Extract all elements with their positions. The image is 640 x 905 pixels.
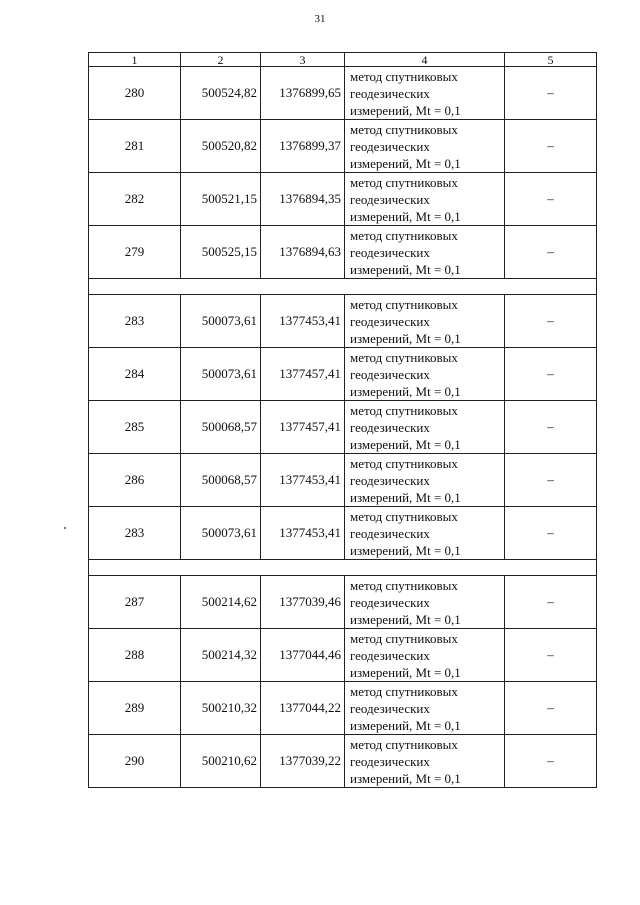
table-row	[89, 682, 597, 735]
method-cell	[345, 507, 505, 560]
header-cell-2: 2	[181, 53, 261, 67]
method-cell	[345, 576, 505, 629]
table-row	[89, 67, 597, 120]
table-row	[89, 401, 597, 454]
point-number-cell: 281	[89, 120, 181, 173]
method-line: геодезических	[350, 700, 430, 716]
method-line: геодезических	[350, 472, 430, 488]
method-line: геодезических	[350, 244, 430, 260]
y-coordinate-cell: 1376894,35	[261, 173, 345, 226]
note-cell: –	[505, 629, 597, 682]
method-line: геодезических	[350, 753, 430, 769]
x-coordinate-cell: 500210,62	[181, 735, 261, 788]
method-line: геодезических	[350, 525, 430, 541]
group-separator-row	[89, 560, 597, 576]
note-cell: –	[505, 735, 597, 788]
header-cell-5: 5	[505, 53, 597, 67]
point-number-cell: 289	[89, 682, 181, 735]
method-line: геодезических	[350, 191, 430, 207]
point-number-cell: 279	[89, 226, 181, 279]
point-number-cell: 287	[89, 576, 181, 629]
method-line: геодезических	[350, 85, 430, 101]
method-cell	[345, 454, 505, 507]
method-line: геодезических	[350, 647, 430, 663]
x-coordinate-cell: 500210,32	[181, 682, 261, 735]
method-cell	[345, 226, 505, 279]
method-cell	[345, 120, 505, 173]
method-cell	[345, 401, 505, 454]
method-cell	[345, 173, 505, 226]
method-cell	[345, 295, 505, 348]
method-line: измерений, Mt = 0,1	[350, 611, 461, 627]
table-row	[89, 454, 597, 507]
x-coordinate-cell: 500068,57	[181, 401, 261, 454]
y-coordinate-cell: 1377044,46	[261, 629, 345, 682]
point-number-cell: 285	[89, 401, 181, 454]
group-separator-cell	[89, 279, 597, 295]
table-row	[89, 576, 597, 629]
method-line: метод спутниковых	[350, 455, 458, 471]
note-cell: –	[505, 173, 597, 226]
method-line: метод спутниковых	[350, 68, 458, 84]
method-line: метод спутниковых	[350, 349, 458, 365]
table-row	[89, 295, 597, 348]
method-line: метод спутниковых	[350, 508, 458, 524]
y-coordinate-cell: 1377453,41	[261, 454, 345, 507]
group-separator-row	[89, 279, 597, 295]
table-row	[89, 348, 597, 401]
y-coordinate-cell: 1377453,41	[261, 295, 345, 348]
method-cell	[345, 67, 505, 120]
method-cell	[345, 735, 505, 788]
point-number-cell: 290	[89, 735, 181, 788]
point-number-cell: 282	[89, 173, 181, 226]
method-line: геодезических	[350, 594, 430, 610]
table-row	[89, 226, 597, 279]
table-row	[89, 173, 597, 226]
x-coordinate-cell: 500073,61	[181, 507, 261, 560]
note-cell: –	[505, 576, 597, 629]
y-coordinate-cell: 1377044,22	[261, 682, 345, 735]
method-line: метод спутниковых	[350, 577, 458, 593]
scan-speck	[64, 527, 66, 529]
x-coordinate-cell: 500524,82	[181, 67, 261, 120]
method-line: измерений, Mt = 0,1	[350, 717, 461, 733]
point-number-cell: 284	[89, 348, 181, 401]
method-line: геодезических	[350, 313, 430, 329]
method-line: измерений, Mt = 0,1	[350, 261, 461, 277]
point-number-cell: 283	[89, 295, 181, 348]
method-line: измерений, Mt = 0,1	[350, 330, 461, 346]
group-separator-cell	[89, 560, 597, 576]
table-row	[89, 120, 597, 173]
y-coordinate-cell: 1376899,37	[261, 120, 345, 173]
method-line: метод спутниковых	[350, 736, 458, 752]
note-cell: –	[505, 348, 597, 401]
x-coordinate-cell: 500520,82	[181, 120, 261, 173]
y-coordinate-cell: 1377457,41	[261, 348, 345, 401]
table-row	[89, 507, 597, 560]
x-coordinate-cell: 500521,15	[181, 173, 261, 226]
point-number-cell: 288	[89, 629, 181, 682]
point-number-cell: 286	[89, 454, 181, 507]
x-coordinate-cell: 500214,62	[181, 576, 261, 629]
header-row	[89, 53, 597, 67]
note-cell: –	[505, 401, 597, 454]
x-coordinate-cell: 500073,61	[181, 348, 261, 401]
method-line: метод спутниковых	[350, 121, 458, 137]
note-cell: –	[505, 507, 597, 560]
method-line: измерений, Mt = 0,1	[350, 155, 461, 171]
x-coordinate-cell: 500525,15	[181, 226, 261, 279]
y-coordinate-cell: 1377039,46	[261, 576, 345, 629]
method-cell	[345, 629, 505, 682]
y-coordinate-cell: 1377039,22	[261, 735, 345, 788]
method-line: метод спутниковых	[350, 296, 458, 312]
note-cell: –	[505, 454, 597, 507]
method-line: измерений, Mt = 0,1	[350, 208, 461, 224]
method-line: измерений, Mt = 0,1	[350, 436, 461, 452]
note-cell: –	[505, 682, 597, 735]
coordinates-table-body	[89, 53, 597, 788]
method-line: измерений, Mt = 0,1	[350, 102, 461, 118]
method-cell	[345, 682, 505, 735]
note-cell: –	[505, 295, 597, 348]
method-line: измерений, Mt = 0,1	[350, 770, 461, 786]
method-line: метод спутниковых	[350, 402, 458, 418]
method-line: метод спутниковых	[350, 227, 458, 243]
method-line: геодезических	[350, 419, 430, 435]
point-number-cell: 283	[89, 507, 181, 560]
x-coordinate-cell: 500068,57	[181, 454, 261, 507]
y-coordinate-cell: 1377453,41	[261, 507, 345, 560]
method-cell	[345, 348, 505, 401]
header-cell-4: 4	[345, 53, 505, 67]
method-line: метод спутниковых	[350, 683, 458, 699]
header-cell-1: 1	[89, 53, 181, 67]
x-coordinate-cell: 500214,32	[181, 629, 261, 682]
note-cell: –	[505, 120, 597, 173]
y-coordinate-cell: 1377457,41	[261, 401, 345, 454]
method-line: измерений, Mt = 0,1	[350, 664, 461, 680]
page-number: 31	[314, 13, 326, 25]
header-cell-3: 3	[261, 53, 345, 67]
method-line: измерений, Mt = 0,1	[350, 489, 461, 505]
coordinates-table	[88, 52, 597, 788]
table-row	[89, 735, 597, 788]
method-line: измерений, Mt = 0,1	[350, 542, 461, 558]
note-cell: –	[505, 67, 597, 120]
note-cell: –	[505, 226, 597, 279]
x-coordinate-cell: 500073,61	[181, 295, 261, 348]
method-line: метод спутниковых	[350, 174, 458, 190]
point-number-cell: 280	[89, 67, 181, 120]
table-row	[89, 629, 597, 682]
method-line: геодезических	[350, 366, 430, 382]
method-line: метод спутниковых	[350, 630, 458, 646]
method-line: измерений, Mt = 0,1	[350, 383, 461, 399]
y-coordinate-cell: 1376899,65	[261, 67, 345, 120]
method-line: геодезических	[350, 138, 430, 154]
y-coordinate-cell: 1376894,63	[261, 226, 345, 279]
